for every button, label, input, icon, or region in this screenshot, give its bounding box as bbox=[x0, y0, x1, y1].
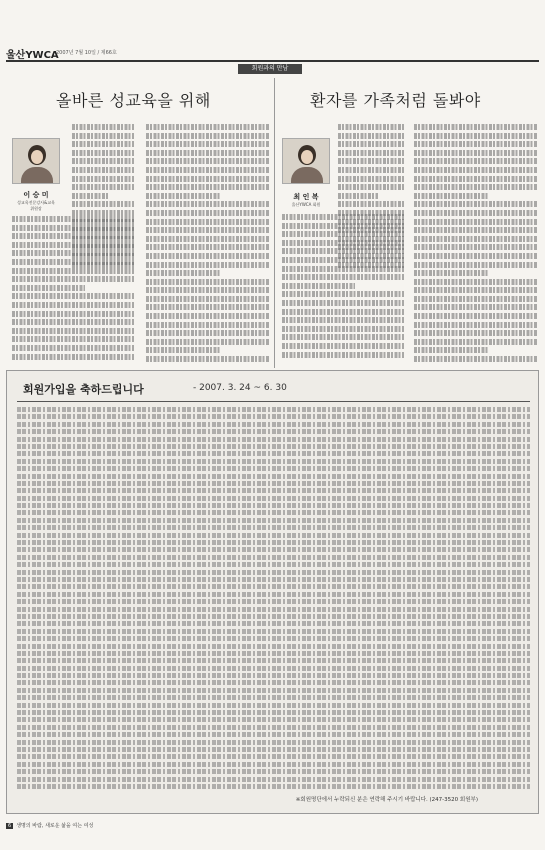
text-line bbox=[282, 334, 404, 340]
text-line bbox=[12, 225, 134, 231]
left-author-name: 이 승 미 bbox=[23, 191, 49, 199]
text-line bbox=[146, 356, 270, 362]
text-line bbox=[282, 326, 404, 332]
text-line bbox=[414, 330, 538, 336]
text-line bbox=[414, 176, 538, 182]
text-line bbox=[414, 210, 538, 216]
text-line bbox=[146, 253, 270, 259]
text-line bbox=[12, 336, 134, 342]
text-line bbox=[17, 496, 530, 501]
text-line bbox=[17, 607, 530, 612]
text-line bbox=[414, 253, 538, 259]
text-line bbox=[338, 133, 404, 139]
text-line bbox=[338, 176, 404, 182]
left-article-body-col1b bbox=[12, 216, 134, 366]
text-line bbox=[282, 309, 404, 315]
right-article-body-col2 bbox=[414, 124, 538, 366]
text-line bbox=[17, 451, 530, 456]
text-line bbox=[282, 248, 404, 254]
text-line bbox=[12, 276, 134, 282]
text-line bbox=[146, 193, 220, 199]
text-line bbox=[282, 231, 404, 237]
text-line bbox=[17, 666, 530, 671]
text-line bbox=[146, 227, 270, 233]
text-line bbox=[146, 219, 270, 225]
new-members-list bbox=[17, 407, 530, 791]
text-line bbox=[282, 300, 404, 306]
new-members-footnote: ※회원명단에서 누락되신 분은 연락해 주시기 바랍니다. (247-3520 회원부) bbox=[295, 797, 478, 803]
text-line bbox=[338, 150, 404, 156]
text-line bbox=[17, 533, 530, 538]
text-line bbox=[338, 158, 404, 164]
text-line bbox=[17, 710, 530, 715]
text-line bbox=[146, 124, 270, 130]
text-line bbox=[414, 322, 538, 328]
left-author-title-2: 위원장 bbox=[30, 206, 42, 211]
text-line bbox=[414, 279, 538, 285]
text-line bbox=[17, 621, 530, 626]
text-line bbox=[17, 510, 530, 515]
text-line bbox=[282, 223, 404, 229]
text-line bbox=[414, 158, 538, 164]
text-line bbox=[282, 266, 404, 272]
text-line bbox=[414, 236, 538, 242]
right-article-headline: 환자를 가족처럼 돌봐야 bbox=[310, 91, 481, 110]
text-line bbox=[12, 242, 134, 248]
footer-slogan: 생명의 바람, 새로운 삶을 여는 여성 bbox=[16, 823, 94, 829]
text-line bbox=[12, 345, 134, 351]
text-line bbox=[17, 474, 530, 479]
right-article-body-col1b bbox=[282, 214, 404, 366]
text-line bbox=[17, 525, 530, 530]
text-line bbox=[282, 343, 404, 349]
text-line bbox=[146, 150, 270, 156]
text-line bbox=[17, 754, 530, 759]
text-line bbox=[12, 354, 134, 360]
text-line bbox=[414, 339, 538, 345]
left-article-headline: 올바른 성교육을 위해 bbox=[56, 91, 211, 110]
text-line bbox=[414, 227, 538, 233]
text-line bbox=[17, 547, 530, 552]
text-line bbox=[72, 158, 134, 164]
left-article-body-col2 bbox=[146, 124, 270, 366]
text-line bbox=[72, 176, 134, 182]
text-line bbox=[414, 313, 538, 319]
text-line bbox=[12, 319, 134, 325]
text-line bbox=[72, 150, 134, 156]
text-line bbox=[12, 268, 134, 274]
text-line bbox=[414, 193, 488, 199]
text-line bbox=[146, 304, 270, 310]
text-line bbox=[146, 270, 220, 276]
text-line bbox=[17, 680, 530, 685]
text-line bbox=[17, 784, 530, 789]
text-line bbox=[282, 283, 355, 289]
new-members-title: 회원가입을 축하드립니다 bbox=[23, 383, 144, 396]
new-members-box bbox=[6, 370, 539, 814]
text-line bbox=[17, 481, 530, 486]
text-line bbox=[146, 330, 270, 336]
text-line bbox=[17, 688, 530, 693]
masthead-date: 2007년 7월 10일 / 제66호 bbox=[56, 50, 117, 56]
text-line bbox=[146, 296, 270, 302]
text-line bbox=[146, 279, 270, 285]
masthead bbox=[6, 46, 539, 62]
text-line bbox=[414, 262, 538, 268]
text-line bbox=[17, 747, 530, 752]
text-line bbox=[282, 317, 404, 323]
text-line bbox=[17, 592, 530, 597]
left-author-title: 성교육전문강사&교육 bbox=[17, 200, 55, 205]
text-line bbox=[12, 259, 134, 265]
text-line bbox=[72, 193, 109, 199]
text-line bbox=[17, 614, 530, 619]
text-line bbox=[17, 762, 530, 767]
text-line bbox=[17, 429, 530, 434]
text-line bbox=[282, 274, 404, 280]
text-line bbox=[146, 167, 270, 173]
column-divider bbox=[274, 78, 275, 368]
text-line bbox=[17, 769, 530, 774]
text-line bbox=[338, 141, 404, 147]
text-line bbox=[414, 304, 538, 310]
text-line bbox=[17, 673, 530, 678]
text-line bbox=[414, 150, 538, 156]
text-line bbox=[12, 302, 134, 308]
text-line bbox=[17, 584, 530, 589]
text-line bbox=[17, 636, 530, 641]
text-line bbox=[17, 459, 530, 464]
text-line bbox=[17, 732, 530, 737]
text-line bbox=[146, 287, 270, 293]
text-line bbox=[17, 414, 530, 419]
right-author-name: 최 인 복 bbox=[293, 193, 319, 201]
text-line bbox=[146, 322, 270, 328]
text-line bbox=[17, 717, 530, 722]
text-line bbox=[146, 184, 270, 190]
text-line bbox=[17, 444, 530, 449]
text-line bbox=[414, 347, 488, 353]
text-line bbox=[338, 201, 404, 207]
text-line bbox=[12, 311, 134, 317]
text-line bbox=[282, 257, 404, 263]
text-line bbox=[338, 184, 404, 190]
text-line bbox=[146, 141, 270, 147]
text-line bbox=[414, 184, 538, 190]
text-line bbox=[12, 293, 134, 299]
new-members-rule bbox=[17, 401, 530, 402]
text-line bbox=[17, 658, 530, 663]
text-line bbox=[146, 347, 220, 353]
text-line bbox=[17, 740, 530, 745]
masthead-logo: 울산YWCA bbox=[6, 50, 59, 61]
text-line bbox=[17, 555, 530, 560]
text-line bbox=[146, 244, 270, 250]
text-line bbox=[282, 352, 404, 358]
text-line bbox=[414, 244, 538, 250]
text-line bbox=[282, 214, 404, 220]
text-line bbox=[146, 133, 270, 139]
page-footer bbox=[6, 822, 93, 829]
text-line bbox=[17, 599, 530, 604]
text-line bbox=[414, 124, 538, 130]
text-line bbox=[17, 577, 530, 582]
section-tag: 회원과의 만남 bbox=[238, 64, 302, 74]
text-line bbox=[338, 124, 404, 130]
text-line bbox=[17, 488, 530, 493]
right-author-photo bbox=[282, 138, 330, 184]
right-author-title: 울산YWCA 회원 bbox=[291, 202, 321, 207]
text-line bbox=[338, 167, 404, 173]
text-line bbox=[12, 285, 85, 291]
text-line bbox=[414, 141, 538, 147]
text-line bbox=[338, 193, 378, 199]
text-line bbox=[146, 210, 270, 216]
text-line bbox=[17, 518, 530, 523]
text-line bbox=[146, 236, 270, 242]
text-line bbox=[17, 540, 530, 545]
text-line bbox=[146, 201, 270, 207]
text-line bbox=[146, 262, 270, 268]
text-line bbox=[17, 570, 530, 575]
text-line bbox=[414, 270, 488, 276]
text-line bbox=[17, 562, 530, 567]
text-line bbox=[17, 644, 530, 649]
left-author-photo bbox=[12, 138, 60, 184]
text-line bbox=[12, 233, 134, 239]
text-line bbox=[17, 437, 530, 442]
text-line bbox=[17, 466, 530, 471]
text-line bbox=[12, 216, 134, 222]
page-number: 6 bbox=[8, 823, 12, 829]
text-line bbox=[146, 158, 270, 164]
text-line bbox=[17, 503, 530, 508]
text-line bbox=[414, 133, 538, 139]
text-line bbox=[72, 167, 134, 173]
text-line bbox=[72, 184, 134, 190]
text-line bbox=[17, 629, 530, 634]
text-line bbox=[414, 287, 538, 293]
text-line bbox=[17, 651, 530, 656]
text-line bbox=[146, 313, 270, 319]
text-line bbox=[146, 176, 270, 182]
text-line bbox=[72, 141, 134, 147]
text-line bbox=[72, 124, 134, 130]
text-line bbox=[414, 219, 538, 225]
new-members-period: - 2007. 3. 24 ~ 6. 30 bbox=[193, 383, 287, 393]
text-line bbox=[282, 291, 404, 297]
text-line bbox=[72, 201, 134, 207]
text-line bbox=[17, 725, 530, 730]
text-line bbox=[17, 777, 530, 782]
text-line bbox=[146, 339, 270, 345]
text-line bbox=[17, 422, 530, 427]
text-line bbox=[17, 703, 530, 708]
text-line bbox=[282, 240, 404, 246]
text-line bbox=[72, 133, 134, 139]
text-line bbox=[17, 407, 530, 412]
text-line bbox=[12, 328, 134, 334]
text-line bbox=[414, 356, 538, 362]
text-line bbox=[414, 296, 538, 302]
text-line bbox=[414, 167, 538, 173]
text-line bbox=[12, 250, 134, 256]
text-line bbox=[17, 695, 530, 700]
text-line bbox=[414, 201, 538, 207]
